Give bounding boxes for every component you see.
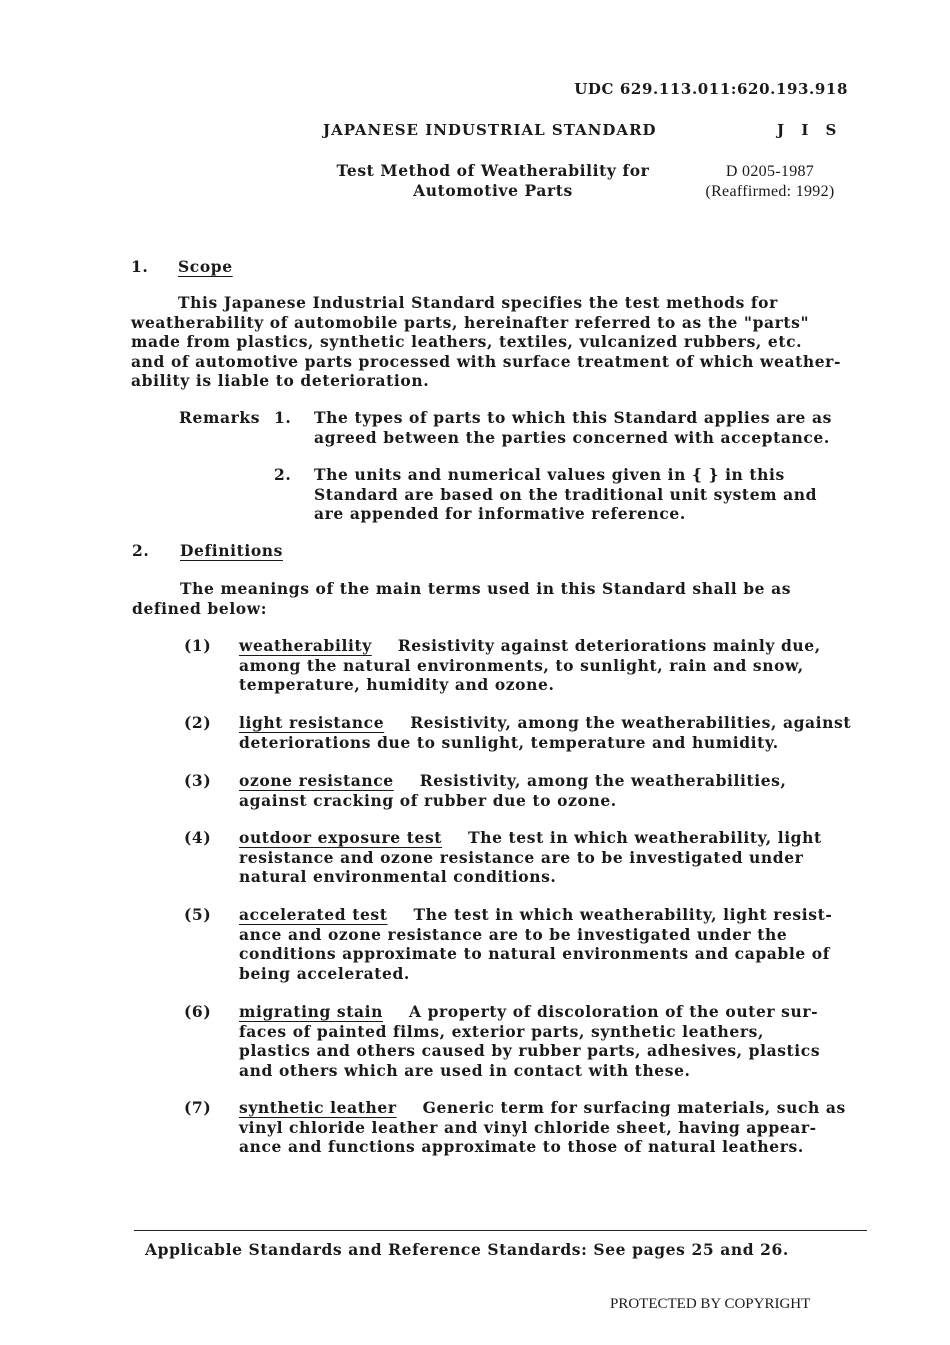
definition-migrating-stain [239, 1002, 820, 1080]
definition-term: accelerated test [239, 905, 388, 924]
copyright-notice: PROTECTED BY COPYRIGHT [610, 1296, 811, 1312]
section-1-title: Scope [178, 257, 233, 276]
definition-term: weatherability [239, 636, 372, 655]
reference-standards-note: Applicable Standards and Reference Standards: See pages 25 and 26. [145, 1240, 789, 1259]
remarks-label: Remarks [179, 408, 261, 427]
definition-text: Resistivity, among the weatherabilities, [419, 771, 787, 790]
definition-line: vinyl chloride leather and vinyl chloride sheet, having appear- [239, 1117, 817, 1137]
udc-number: UDC 629.113.011:620.193.918 [574, 80, 848, 98]
standard-name: JAPANESE INDUSTRIAL STANDARD [323, 121, 657, 139]
definition-ozone-resistance [239, 771, 787, 810]
section-2-number: 2. [132, 541, 150, 560]
remark-line: The types of parts to which this Standard applies are as [314, 408, 832, 427]
definition-line: temperature, humidity and ozone. [239, 675, 555, 694]
definition-text: The test in which weatherability, light resist- [413, 905, 833, 924]
definition-term: light resistance [239, 713, 385, 732]
definition-outdoor-exposure-test [239, 828, 822, 887]
definition-number: (4) [184, 828, 212, 847]
jis-mark: J I S [777, 121, 843, 139]
definition-number: (2) [184, 713, 212, 732]
standard-code [690, 162, 850, 201]
definition-synthetic-leather [239, 1098, 846, 1157]
intro-line: The meanings of the main terms used in this Standard shall be as [180, 579, 792, 598]
definition-number: (5) [184, 905, 212, 924]
scope-line: ability is liable to deterioration. [131, 371, 430, 390]
definition-light-resistance [239, 713, 851, 752]
definition-line: against cracking of rubber due to ozone. [239, 790, 617, 810]
remark-line: agreed between the parties concerned with acceptance. [314, 427, 830, 447]
remark-1-text [314, 408, 832, 447]
definitions-intro [132, 579, 791, 618]
definition-line: deteriorations due to sunlight, temperature and humidity. [239, 732, 779, 752]
section-2-title: Definitions [180, 541, 283, 560]
definition-text: A property of discoloration of the outer sur- [408, 1002, 819, 1021]
scope-paragraph [131, 293, 841, 391]
definition-line: natural environmental conditions. [239, 867, 557, 886]
remark-2-text [314, 465, 817, 524]
definition-line: and others which are used in contact with these. [239, 1060, 691, 1080]
definition-line: resistance and ozone resistance are to be investigated under [239, 847, 804, 867]
definition-text: The test in which weatherability, light [468, 828, 822, 847]
definition-text: Resistivity, among the weatherabilities, against [410, 713, 852, 732]
definition-term: migrating stain [239, 1002, 383, 1021]
remark-1-number: 1. [274, 408, 292, 427]
definition-number: (1) [184, 636, 212, 655]
scope-line: made from plastics, synthetic leathers, textiles, vulcanized rubbers, etc. [131, 332, 803, 351]
scope-line: This Japanese Industrial Standard specifies the test methods for [178, 293, 778, 312]
definition-number: (7) [184, 1098, 212, 1117]
code-number: D 0205-1987 [725, 163, 815, 180]
definition-line: conditions approximate to natural environments and capable of [239, 944, 831, 963]
definition-text: Generic term for surfacing materials, such as [422, 1098, 846, 1117]
footer-divider [134, 1230, 867, 1231]
definition-text: Resistivity against deteriorations mainly due, [397, 636, 821, 655]
definition-line: being accelerated. [239, 963, 410, 983]
definition-term: ozone resistance [239, 771, 394, 790]
definition-term: outdoor exposure test [239, 828, 443, 847]
title-line-1: Test Method of Weatherability for [336, 161, 650, 180]
definition-accelerated-test [239, 905, 832, 983]
definition-number: (6) [184, 1002, 212, 1021]
definition-number: (3) [184, 771, 212, 790]
definition-weatherability [239, 636, 821, 695]
definition-line: ance and ozone resistance are to be investigated under the [239, 924, 788, 944]
remark-line: are appended for informative reference. [314, 504, 686, 523]
reaffirmed-date: (Reaffirmed: 1992) [705, 182, 835, 200]
remark-2-number: 2. [274, 465, 292, 484]
intro-line: defined below: [132, 598, 268, 618]
title-line-2: Automotive Parts [413, 180, 573, 200]
remark-line: Standard are based on the traditional unit system and [314, 484, 818, 504]
document-title [336, 161, 650, 200]
remark-line: The units and numerical values given in { } in this [314, 465, 785, 484]
definition-line: among the natural environments, to sunlight, rain and snow, [239, 655, 804, 675]
definition-line: ance and functions approximate to those of natural leathers. [239, 1137, 804, 1156]
scope-line: and of automotive parts processed with surface treatment of which weather- [131, 351, 841, 371]
definition-line: plastics and others caused by rubber parts, adhesives, plastics [239, 1041, 821, 1060]
definition-term: synthetic leather [239, 1098, 397, 1117]
definition-line: faces of painted films, exterior parts, synthetic leathers, [239, 1021, 764, 1041]
section-1-number: 1. [131, 257, 149, 276]
scope-line: weatherability of automobile parts, hereinafter referred to as the "parts" [131, 312, 810, 332]
